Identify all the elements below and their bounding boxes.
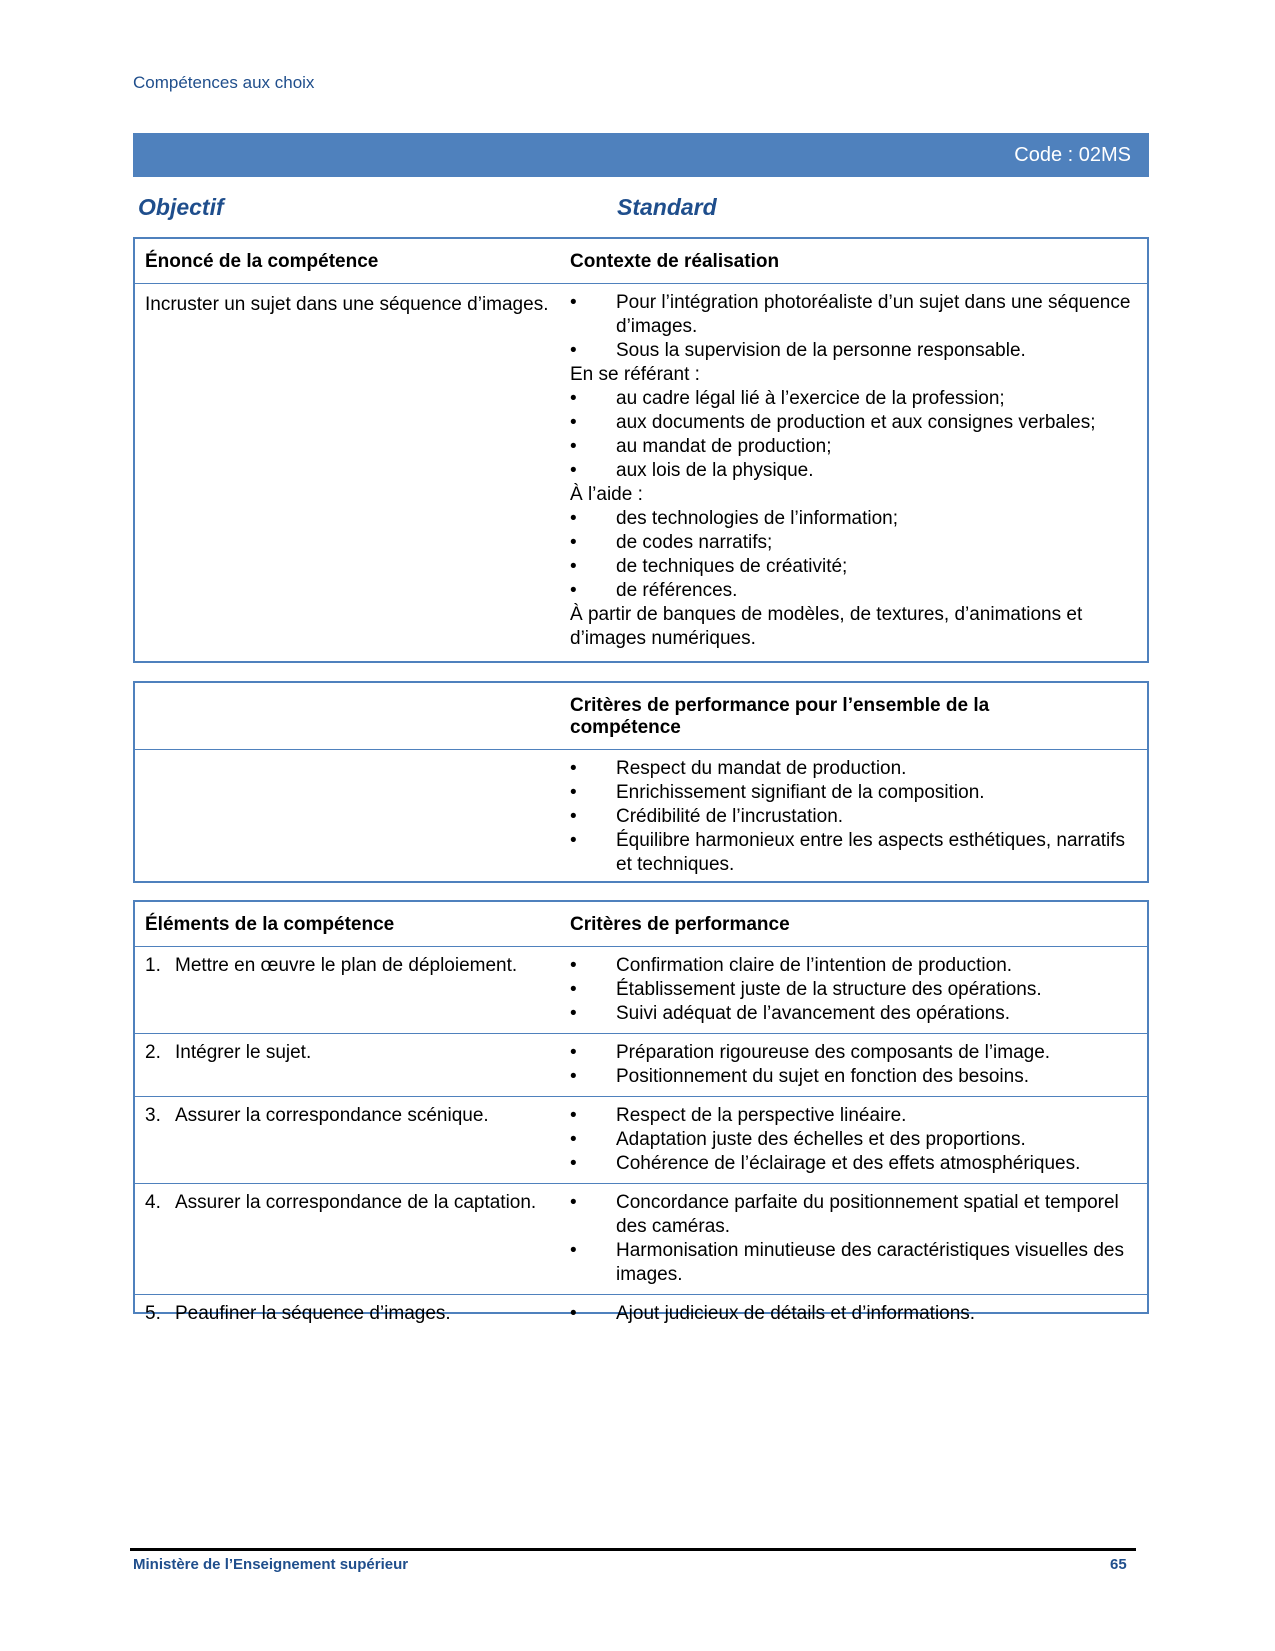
standard-heading: Standard: [617, 194, 717, 220]
element-rows: [135, 947, 1147, 1333]
element-item: [145, 1041, 550, 1065]
table-row: [135, 947, 1147, 1034]
criterion-item: • Harmonisation minutieuse des caractéristiques visuelles des images.: [570, 1239, 1130, 1287]
element-item: [145, 1104, 550, 1128]
competence-statement: Incruster un sujet dans une séquence d’images.: [145, 294, 549, 315]
criterion-item: • Ajout judicieux de détails et d’informations.: [570, 1302, 1130, 1326]
overall-criteria-list: [570, 757, 1140, 877]
context-bullet-item: • aux lois de la physique.: [570, 459, 1140, 483]
criterion-item: • Cohérence de l’éclairage et des effets atmosphériques.: [570, 1152, 1130, 1176]
criterion-item: • Établissement juste de la structure des opérations.: [570, 978, 1130, 1002]
element-text: Intégrer le sujet.: [175, 1042, 312, 1063]
table-row: [135, 1097, 1147, 1184]
footer-ministry: Ministère de l’Enseignement supérieur: [133, 1556, 409, 1573]
element-number: 1.: [145, 955, 161, 976]
element-text: Peaufiner la séquence d’images.: [175, 1303, 451, 1324]
context-bullet-item: • au mandat de production;: [570, 435, 1140, 459]
context-intro: En se référant :: [570, 364, 700, 385]
criterion-item: • Suivi adéquat de l’avancement des opérations.: [570, 1002, 1130, 1026]
context-bullet-item: • de références.: [570, 579, 1140, 603]
competence-statement-table: [133, 237, 1149, 663]
element-number: 5.: [145, 1303, 161, 1324]
table-row: [135, 1295, 1147, 1333]
context-bullet-item: • aux documents de production et aux consignes verbales;: [570, 411, 1140, 435]
element-text: Assurer la correspondance de la captation.: [175, 1192, 537, 1213]
context-bullet-item: • de codes narratifs;: [570, 531, 1140, 555]
criterion-item: • Positionnement du sujet en fonction des besoins.: [570, 1065, 1130, 1089]
context-intro: À l’aide :: [570, 484, 643, 505]
overall-criteria-table: [133, 681, 1149, 883]
context-heading: Contexte de réalisation: [570, 251, 780, 272]
table-header-row: [135, 683, 1147, 750]
table-header-row: [135, 902, 1147, 947]
objective-heading: Objectif: [138, 194, 224, 220]
criterion-item: • Adaptation juste des échelles et des proportions.: [570, 1128, 1130, 1152]
element-item: [145, 1191, 550, 1215]
context-intro: À partir de banques de modèles, de textures, d’animations et d’images numériques.: [570, 604, 1083, 649]
statement-heading: Énoncé de la compétence: [145, 251, 379, 272]
element-number: 2.: [145, 1042, 161, 1063]
table-row: [135, 1184, 1147, 1295]
footer-divider: [130, 1548, 1136, 1551]
element-text: Assurer la correspondance scénique.: [175, 1105, 489, 1126]
document-section-label: Compétences aux choix: [133, 73, 315, 92]
context-bullet-item: • au cadre légal lié à l’exercice de la profession;: [570, 387, 1140, 411]
element-text: Mettre en œuvre le plan de déploiement.: [175, 955, 518, 976]
table-header-row: [135, 239, 1147, 284]
code-value: Code : 02MS: [1014, 144, 1131, 166]
criterion-item: • Concordance parfaite du positionnement spatial et temporel des caméras.: [570, 1191, 1130, 1239]
code-bar: [133, 133, 1149, 177]
element-item: [145, 1302, 550, 1326]
context-list: [570, 291, 1140, 651]
element-item: [145, 954, 550, 978]
performance-criteria-heading: Critères de performance: [570, 914, 790, 935]
criterion-item: • Crédibilité de l’incrustation.: [570, 805, 1140, 829]
criterion-item: • Respect de la perspective linéaire.: [570, 1104, 1130, 1128]
criterion-item: • Confirmation claire de l’intention de production.: [570, 954, 1130, 978]
page-number: 65: [1110, 1556, 1127, 1573]
criterion-item: • Préparation rigoureuse des composants de l’image.: [570, 1041, 1130, 1065]
context-bullet-item: • des technologies de l’information;: [570, 507, 1140, 531]
competence-elements-table: [133, 900, 1149, 1324]
elements-heading: Éléments de la compétence: [145, 914, 395, 935]
context-bullet-item: • Sous la supervision de la personne responsable.: [570, 339, 1140, 363]
element-number: 3.: [145, 1105, 161, 1126]
element-number: 4.: [145, 1192, 161, 1213]
criterion-item: • Respect du mandat de production.: [570, 757, 1140, 781]
context-bullet-item: • Pour l’intégration photoréaliste d’un sujet dans une séquence d’images.: [570, 291, 1140, 339]
context-bullet-item: • de techniques de créativité;: [570, 555, 1140, 579]
overall-criteria-heading: Critères de performance pour l’ensemble de la compétence: [570, 695, 990, 738]
criterion-item: • Enrichissement signifiant de la composition.: [570, 781, 1140, 805]
table-row: [135, 1034, 1147, 1097]
criterion-item: • Équilibre harmonieux entre les aspects esthétiques, narratifs et techniques.: [570, 829, 1140, 877]
